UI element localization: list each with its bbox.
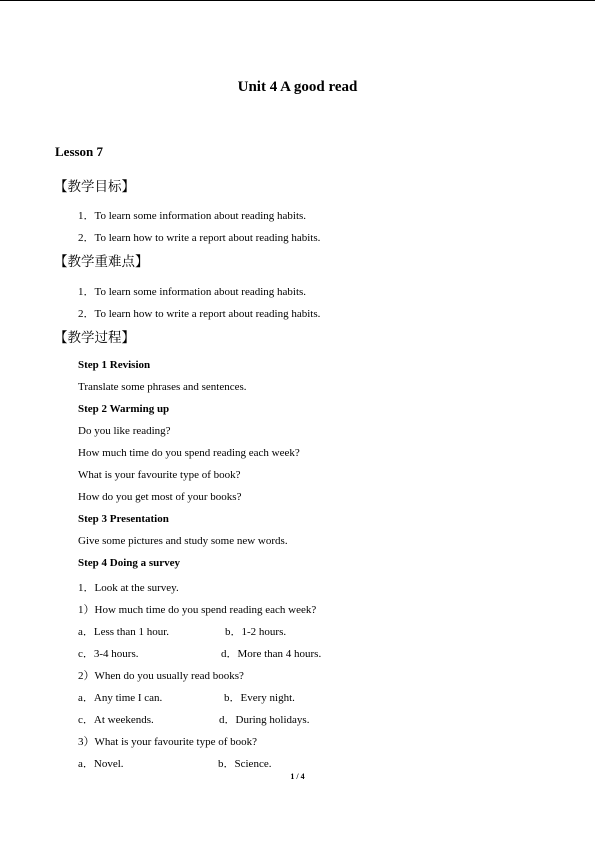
page-number: 1 / 4	[290, 772, 305, 781]
survey-option: c．3-4 hours.	[78, 648, 139, 660]
step-2-line: How much time do you spend reading each week?	[78, 447, 300, 459]
process-heading: 【教学过程】	[54, 330, 135, 346]
key-point-item: 1．To learn some information about reading habits.	[78, 286, 307, 298]
step-4-title: Step 4 Doing a survey	[78, 557, 181, 569]
survey-option: c．At weekends.	[78, 714, 154, 726]
survey-question-2: 2）When do you usually read books?	[78, 670, 244, 682]
step-1-title: Step 1 Revision	[78, 359, 151, 371]
step-2-line: How do you get most of your books?	[78, 491, 242, 503]
key-points-heading: 【教学重难点】	[54, 254, 149, 270]
step-3-title: Step 3 Presentation	[78, 513, 169, 525]
survey-option: a．Less than 1 hour.	[78, 626, 170, 638]
survey-option: b．Science.	[218, 758, 272, 770]
objective-item: 2．To learn how to write a report about reading habits.	[78, 232, 321, 244]
survey-question-3: 3）What is your favourite type of book?	[78, 736, 258, 748]
survey-option: a．Novel.	[78, 758, 124, 770]
step-2-title: Step 2 Warming up	[78, 403, 170, 415]
step-2-line: What is your favourite type of book?	[78, 469, 241, 481]
survey-option: a．Any time I can.	[78, 692, 163, 704]
step-3-line: Give some pictures and study some new words.	[78, 535, 288, 547]
step-1-line: Translate some phrases and sentences.	[78, 381, 247, 393]
survey-option: b．Every night.	[224, 692, 295, 704]
lesson-label: Lesson 7	[55, 144, 104, 159]
survey-option: d．During holidays.	[219, 714, 310, 726]
step-2-line: Do you like reading?	[78, 425, 171, 437]
objective-item: 1．To learn some information about reading habits.	[78, 210, 307, 222]
document-title: Unit 4 A good read	[237, 79, 358, 95]
survey-option: d．More than 4 hours.	[221, 648, 322, 660]
step-4-intro: 1．Look at the survey.	[78, 582, 179, 594]
key-point-item: 2．To learn how to write a report about reading habits.	[78, 308, 321, 320]
top-border-line	[0, 0, 595, 1]
survey-question-1: 1）How much time do you spend reading each week?	[78, 604, 317, 616]
objectives-heading: 【教学目标】	[54, 179, 135, 195]
survey-option: b．1-2 hours.	[225, 626, 287, 638]
